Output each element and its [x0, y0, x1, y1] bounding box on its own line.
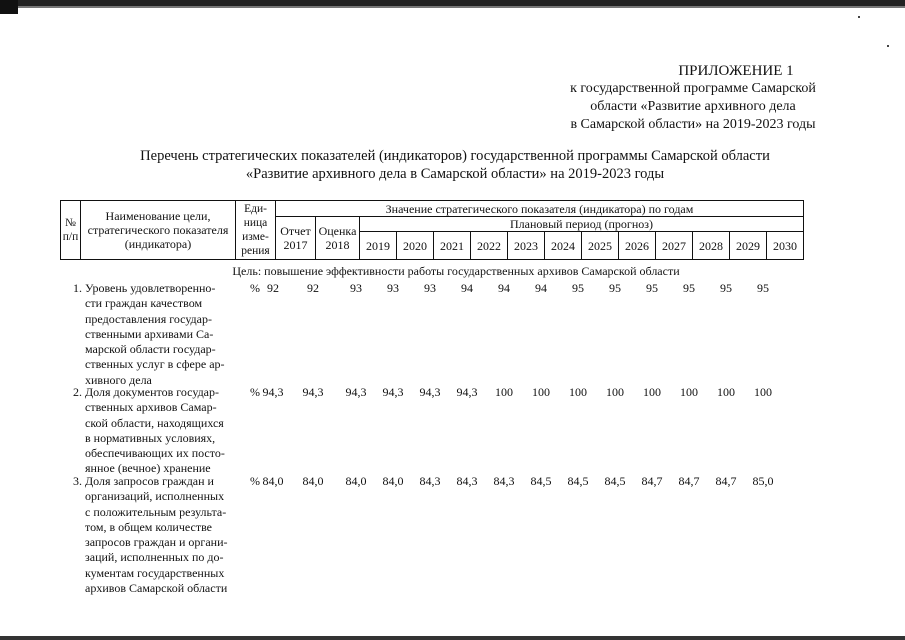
indicator-value: 92: [307, 281, 319, 295]
indicator-value: 95: [757, 281, 769, 295]
header-year: 2023: [508, 232, 545, 260]
header-estimate: Оценка 2018: [316, 217, 360, 260]
indicator-value: 100: [495, 385, 513, 399]
header-year: 2025: [582, 232, 619, 260]
indicator-value: 94,3: [456, 385, 478, 399]
indicator-value: 93: [387, 281, 399, 295]
indicator-name-line: ственных услуг в сфере ар-: [85, 357, 225, 372]
indicator-name: [85, 281, 235, 388]
indicator-name-line: обеспечивающих их посто-: [85, 446, 225, 461]
indicator-value: 84,7: [715, 474, 737, 488]
goal-text: Цель: повышение эффективности работы государственных архивов Самарской области: [232, 264, 680, 278]
indicator-value: 94,3: [382, 385, 404, 399]
header-planning-period: Плановый период (прогноз): [360, 217, 804, 232]
indicator-number: 1.: [73, 281, 82, 295]
indicator-name-line: запросов граждан и органи-: [85, 535, 228, 550]
indicator-value: 100: [754, 385, 772, 399]
title-line: «Развитие архивного дела в Самарской области» на 2019-2023 годы: [245, 166, 665, 182]
header-report: Отчет 2017: [276, 217, 316, 260]
indicator-name-line: Доля документов государ-: [85, 385, 219, 399]
indicator-value: 84,3: [456, 474, 478, 488]
scan-top-border-shadow: [0, 6, 905, 8]
header-values-group: Значение стратегического показателя (индикатора) по годам: [276, 201, 804, 217]
appendix-line: к государственной программе Самарской: [570, 81, 816, 96]
indicator-unit: %: [250, 385, 260, 399]
document-title: [100, 147, 810, 183]
header-name: Наименование цели, стратегического показателя (индикатора): [81, 201, 236, 260]
indicator-value: 100: [606, 385, 624, 399]
appendix-line: области «Развитие архивного дела: [590, 99, 796, 114]
indicator-value: 94: [498, 281, 510, 295]
header-year: 2029: [730, 232, 767, 260]
indicator-name-line: архивов Самарской области: [85, 581, 228, 596]
indicator-value: 100: [532, 385, 550, 399]
indicator-value: 100: [569, 385, 587, 399]
indicator-value: 95: [572, 281, 584, 295]
header-unit: Еди- ница изме- рения: [236, 201, 276, 260]
indicator-value: 93: [350, 281, 362, 295]
indicator-value: 94,3: [262, 385, 284, 399]
indicator-value: 84,7: [641, 474, 663, 488]
indicator-value: 95: [646, 281, 658, 295]
scan-bottom-border: [0, 636, 905, 640]
indicator-name-line: ственными архивами Са-: [85, 326, 214, 341]
header-year: 2020: [397, 232, 434, 260]
indicator-value: 94,3: [302, 385, 324, 399]
indicator-value: 100: [717, 385, 735, 399]
indicator-value: 84,0: [262, 474, 284, 488]
indicators-table-header: [60, 200, 804, 260]
indicator-name-line: янное (вечное) хранение: [85, 461, 211, 476]
indicator-value: 84,5: [567, 474, 589, 488]
indicator-value: 84,7: [678, 474, 700, 488]
header-num: № п/п: [61, 201, 81, 260]
indicator-value: 100: [680, 385, 698, 399]
appendix-block: [543, 62, 843, 134]
indicator-value: 84,3: [419, 474, 441, 488]
header-year: 2021: [434, 232, 471, 260]
indicator-unit: %: [250, 474, 260, 488]
indicator-name-line: в нормативных условиях,: [85, 430, 216, 445]
header-year: 2030: [767, 232, 804, 260]
indicator-name-line: сти граждан качеством: [85, 296, 203, 311]
indicator-value: 95: [609, 281, 621, 295]
title-line: Перечень стратегических показателей (индикаторов) государственной программы Самарской области: [140, 148, 770, 164]
header-year: 2027: [656, 232, 693, 260]
indicator-value: 95: [683, 281, 695, 295]
scan-corner-mark: [0, 0, 18, 14]
indicator-value: 94: [461, 281, 473, 295]
indicator-name-line: Доля запросов граждан и: [85, 474, 214, 488]
header-year: 2022: [471, 232, 508, 260]
appendix-heading: ПРИЛОЖЕНИЕ 1: [678, 63, 794, 79]
indicator-name-line: организаций, исполненных: [85, 489, 225, 504]
scan-speck: [858, 16, 860, 18]
indicator-number: 3.: [73, 474, 82, 488]
indicator-name-line: ской области, находящихся: [85, 415, 224, 430]
indicator-name: [85, 474, 235, 596]
indicator-value: 84,5: [604, 474, 626, 488]
indicator-value: 85,0: [752, 474, 774, 488]
indicator-name-line: заций, исполненных по до-: [85, 550, 224, 565]
indicator-value: 93: [424, 281, 436, 295]
indicator-value: 84,5: [530, 474, 552, 488]
indicator-value: 84,3: [493, 474, 515, 488]
indicator-value: 84,0: [382, 474, 404, 488]
header-year: 2019: [360, 232, 397, 260]
indicator-value: 94: [535, 281, 547, 295]
indicator-name-line: с положительным результа-: [85, 504, 227, 519]
scan-speck: [887, 45, 889, 47]
header-year: 2024: [545, 232, 582, 260]
indicator-name-line: кументам государственных: [85, 565, 225, 580]
indicator-value: 100: [643, 385, 661, 399]
indicator-value: 84,0: [345, 474, 367, 488]
header-year: 2026: [619, 232, 656, 260]
indicator-name-line: марской области государ-: [85, 342, 216, 357]
indicator-value: 95: [720, 281, 732, 295]
indicator-value: 94,3: [419, 385, 441, 399]
indicator-name-line: Уровень удовлетворенно-: [85, 281, 216, 295]
appendix-line: в Самарской области» на 2019-2023 годы: [570, 117, 816, 132]
indicator-unit: %: [250, 281, 260, 295]
indicator-name-line: ственных архивов Самар-: [85, 400, 217, 415]
indicator-value: 92: [267, 281, 279, 295]
indicator-name-line: предоставления государ-: [85, 311, 212, 326]
indicator-value: 94,3: [345, 385, 367, 399]
indicator-value: 84,0: [302, 474, 324, 488]
indicator-name: [85, 385, 235, 477]
header-year: 2028: [693, 232, 730, 260]
indicator-name-line: хивного дела: [85, 372, 152, 387]
indicator-name-line: том, в общем количестве: [85, 519, 213, 534]
indicator-number: 2.: [73, 385, 82, 399]
